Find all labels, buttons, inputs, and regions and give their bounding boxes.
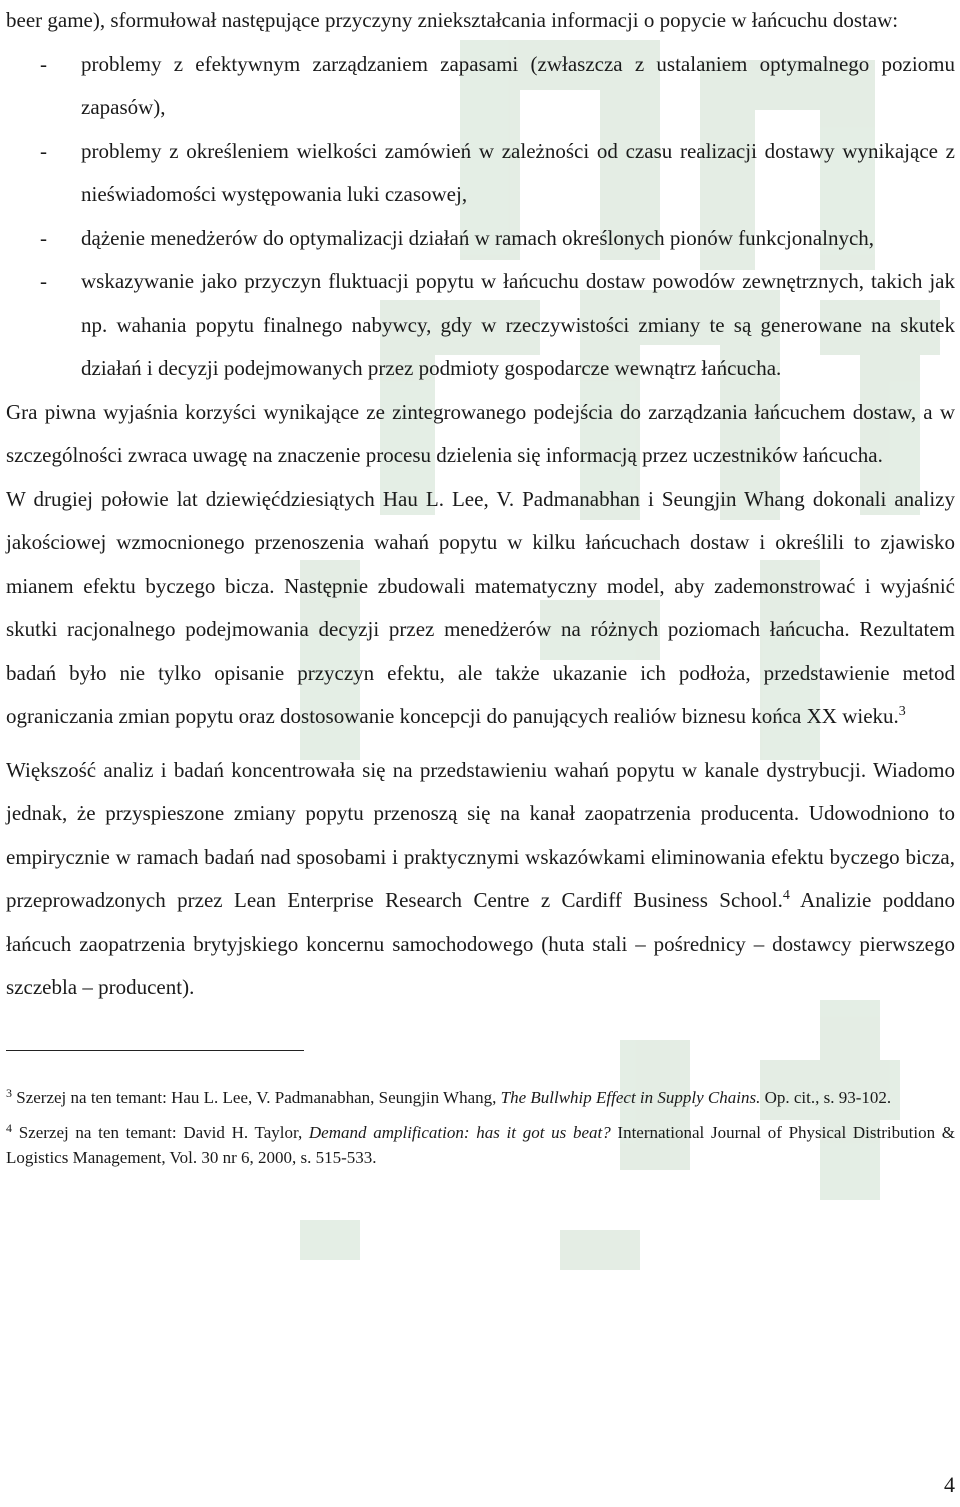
footnote-4: $^4$ Szerzej na ten temant: David H. Taylor, Demand amplification: has it got us beat? International Journal of Physical Distribution & Logistics Management, Vol. 30 nr 6, 2000, s. 515-533. [6, 1120, 955, 1167]
cited-title: Demand amplification: has it got us beat? [308, 1122, 611, 1142]
document-page [6, 0, 955, 1180]
list-item: - dążenie menedżerów do optymalizacji działań w ramach określonych pionów funkcjonalnych, [6, 217, 955, 261]
list-item: - problemy z efektywnym zarządzaniem zapasami (zwłaszcza z ustalaniem optymalnego poziomu zapasów), [6, 43, 955, 130]
footnotes [6, 1085, 955, 1170]
lee-paragraph: W drugiej połowie lat dziewięćdziesiątych Hau L. Lee, V. Padmanabhan i Seungjin Whang dokonali analizy jakościowej wzmocnionego przenoszenia wahań popytu w kilku łańcuchach dostaw i określili to zjawisko mianem efektu byczego bicza. Następnie zbudowali matematyczny model, aby zademonstrować i wyjaśnić skutki racjonalnego podejmowania decyzji przez menedżerów na różnych poziomach łańcucha. Rezultatem badań było nie tylko opisanie przyczyn efektu, ale także ukazanie ich podłoża, przedstawienie metod ograniczania zmian popytu oraz dostosowanie koncepcji do panujących realiów biznesu końca XX wieku.$^3$ [6, 486, 955, 728]
dash-bullet: - [40, 269, 47, 293]
continuation-paragraph: beer game), sformułował następujące przyczyny zniekształcania informacji o popycie w łańcuchu dostaw: [6, 8, 899, 32]
footnote-number: 4 [6, 1120, 12, 1135]
main-text [6, 0, 955, 1010]
cardiff-paragraph: Większość analiz i badań koncentrowała się na przedstawieniu wahań popytu w kanale dystrybucji. Wiadomo jednak, że przyspieszone zmiany popytu przenoszą się na kanał zaopatrzenia producenta. Udowodniono to empirycznie w ramach badań nad sposobami i praktycznymi wskazówkami eliminowania efektu byczego bicza, przeprowadzonych przez Lean Enterprise Research Centre z Cardiff Business School.$^4$ Analizie poddano łańcuch zaopatrzenia brytyjskiego koncernu samochodowego (huta stali – pośrednicy – dostawcy pierwszego szczebla – producent). [6, 757, 955, 999]
causes-list [6, 43, 955, 391]
list-item: - problemy z określeniem wielkości zamówień w zależności od czasu realizacji dostawy wynikające z nieświadomości występowania luki czasowej, [6, 130, 955, 217]
page-number: 4 [944, 1472, 955, 1497]
beer-game-paragraph: Gra piwna wyjaśnia korzyści wynikające ze zintegrowanego podejścia do zarządzania łańcuchem dostaw, a w szczególności zwraca uwagę na znaczenie procesu dzielenia się informacją przez uczestników łańcucha. [6, 399, 955, 467]
footnote-ref-4[interactable]: 4 [782, 888, 790, 903]
footnote-ref-3[interactable]: 3 [898, 704, 906, 719]
dash-bullet: - [40, 51, 47, 76]
dash-bullet: - [40, 225, 47, 250]
footnote-number: 3 [6, 1085, 12, 1100]
footnote-separator [6, 1050, 304, 1051]
dash-bullet: - [40, 138, 47, 163]
cited-title: The Bullwhip Effect in Supply Chains. [500, 1087, 761, 1107]
list-item: - wskazywanie jako przyczyn fluktuacji popytu w łańcuchu dostaw powodów zewnętrznych, takich jak np. wahania popytu finalnego nabywcy, gdy w rzeczywistości zmiany te są generowane na skutek działań i decyzji podejmowanych przez podmioty gospodarcze wewnątrz łańcucha. [6, 260, 955, 391]
footnote-3: $^3$ Szerzej na ten temant: Hau L. Lee, V. Padmanabhan, Seungjin Whang, The Bullwhip Effect in Supply Chains. Op. cit., s. 93-102. [6, 1085, 892, 1107]
